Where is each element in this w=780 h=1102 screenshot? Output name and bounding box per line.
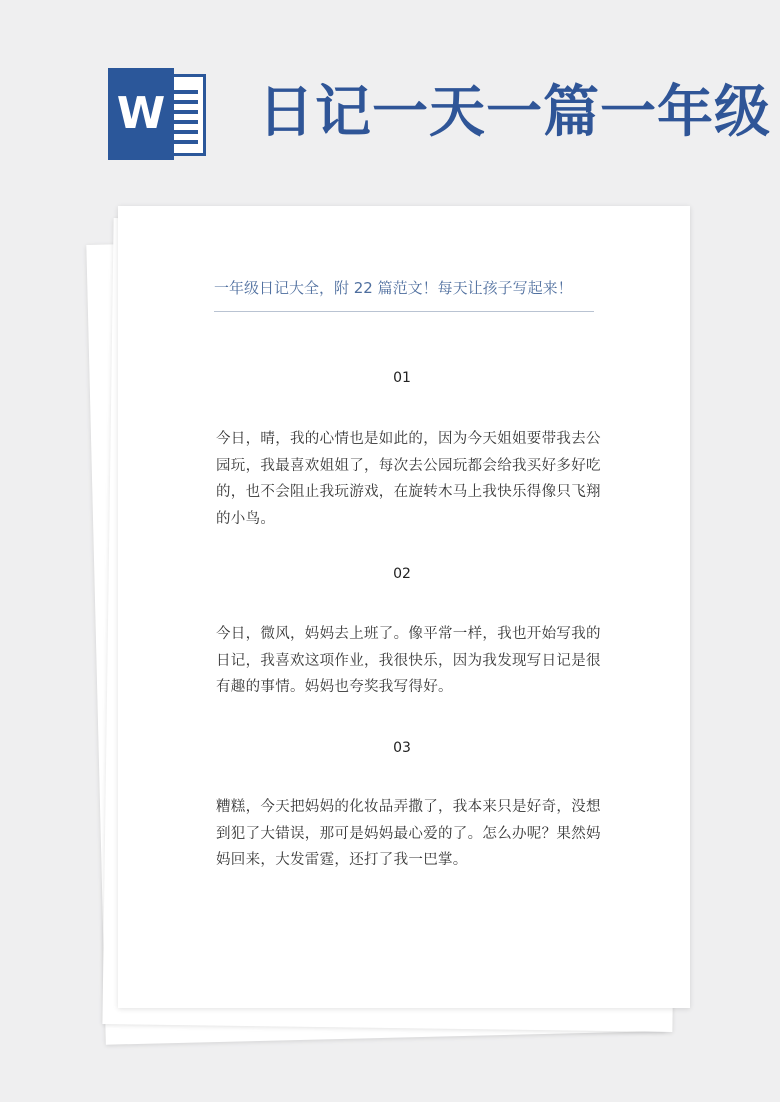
entry-number: 03 (393, 740, 411, 756)
word-doc-icon (108, 68, 208, 160)
subtitle-divider (214, 311, 594, 312)
document-subtitle: 一年级日记大全，附 22 篇范文！每天让孩子写起来！ (214, 279, 573, 297)
paper-sheet (118, 206, 690, 1008)
page-title: 日记一天一篇一年级 (258, 79, 771, 145)
entry-text: 今日，晴，我的心情也是如此的，因为今天姐姐要带我去公园玩，我最喜欢姐姐了，每次去公园玩都会给我买好多好吃的，也不会阻止我玩游戏，在旋转木马上我快乐得像只飞翔的小鸟。 (216, 431, 601, 527)
entry-text: 糟糕，今天把妈妈的化妆品弄撒了，我本来只是好奇，没想到犯了大错误，那可是妈妈最心爱的了。怎么办呢？果然妈妈回来，大发雷霆，还打了我一巴掌。 (216, 799, 601, 868)
entry-number: 01 (393, 370, 411, 386)
entry-number: 02 (393, 566, 411, 582)
entry-text: 今日，微风，妈妈去上班了。像平常一样，我也开始写我的日记，我喜欢这项作业，我很快乐，因为我发现写日记是很有趣的事情。妈妈也夸奖我写得好。 (216, 626, 601, 695)
word-letter: W (108, 68, 174, 160)
